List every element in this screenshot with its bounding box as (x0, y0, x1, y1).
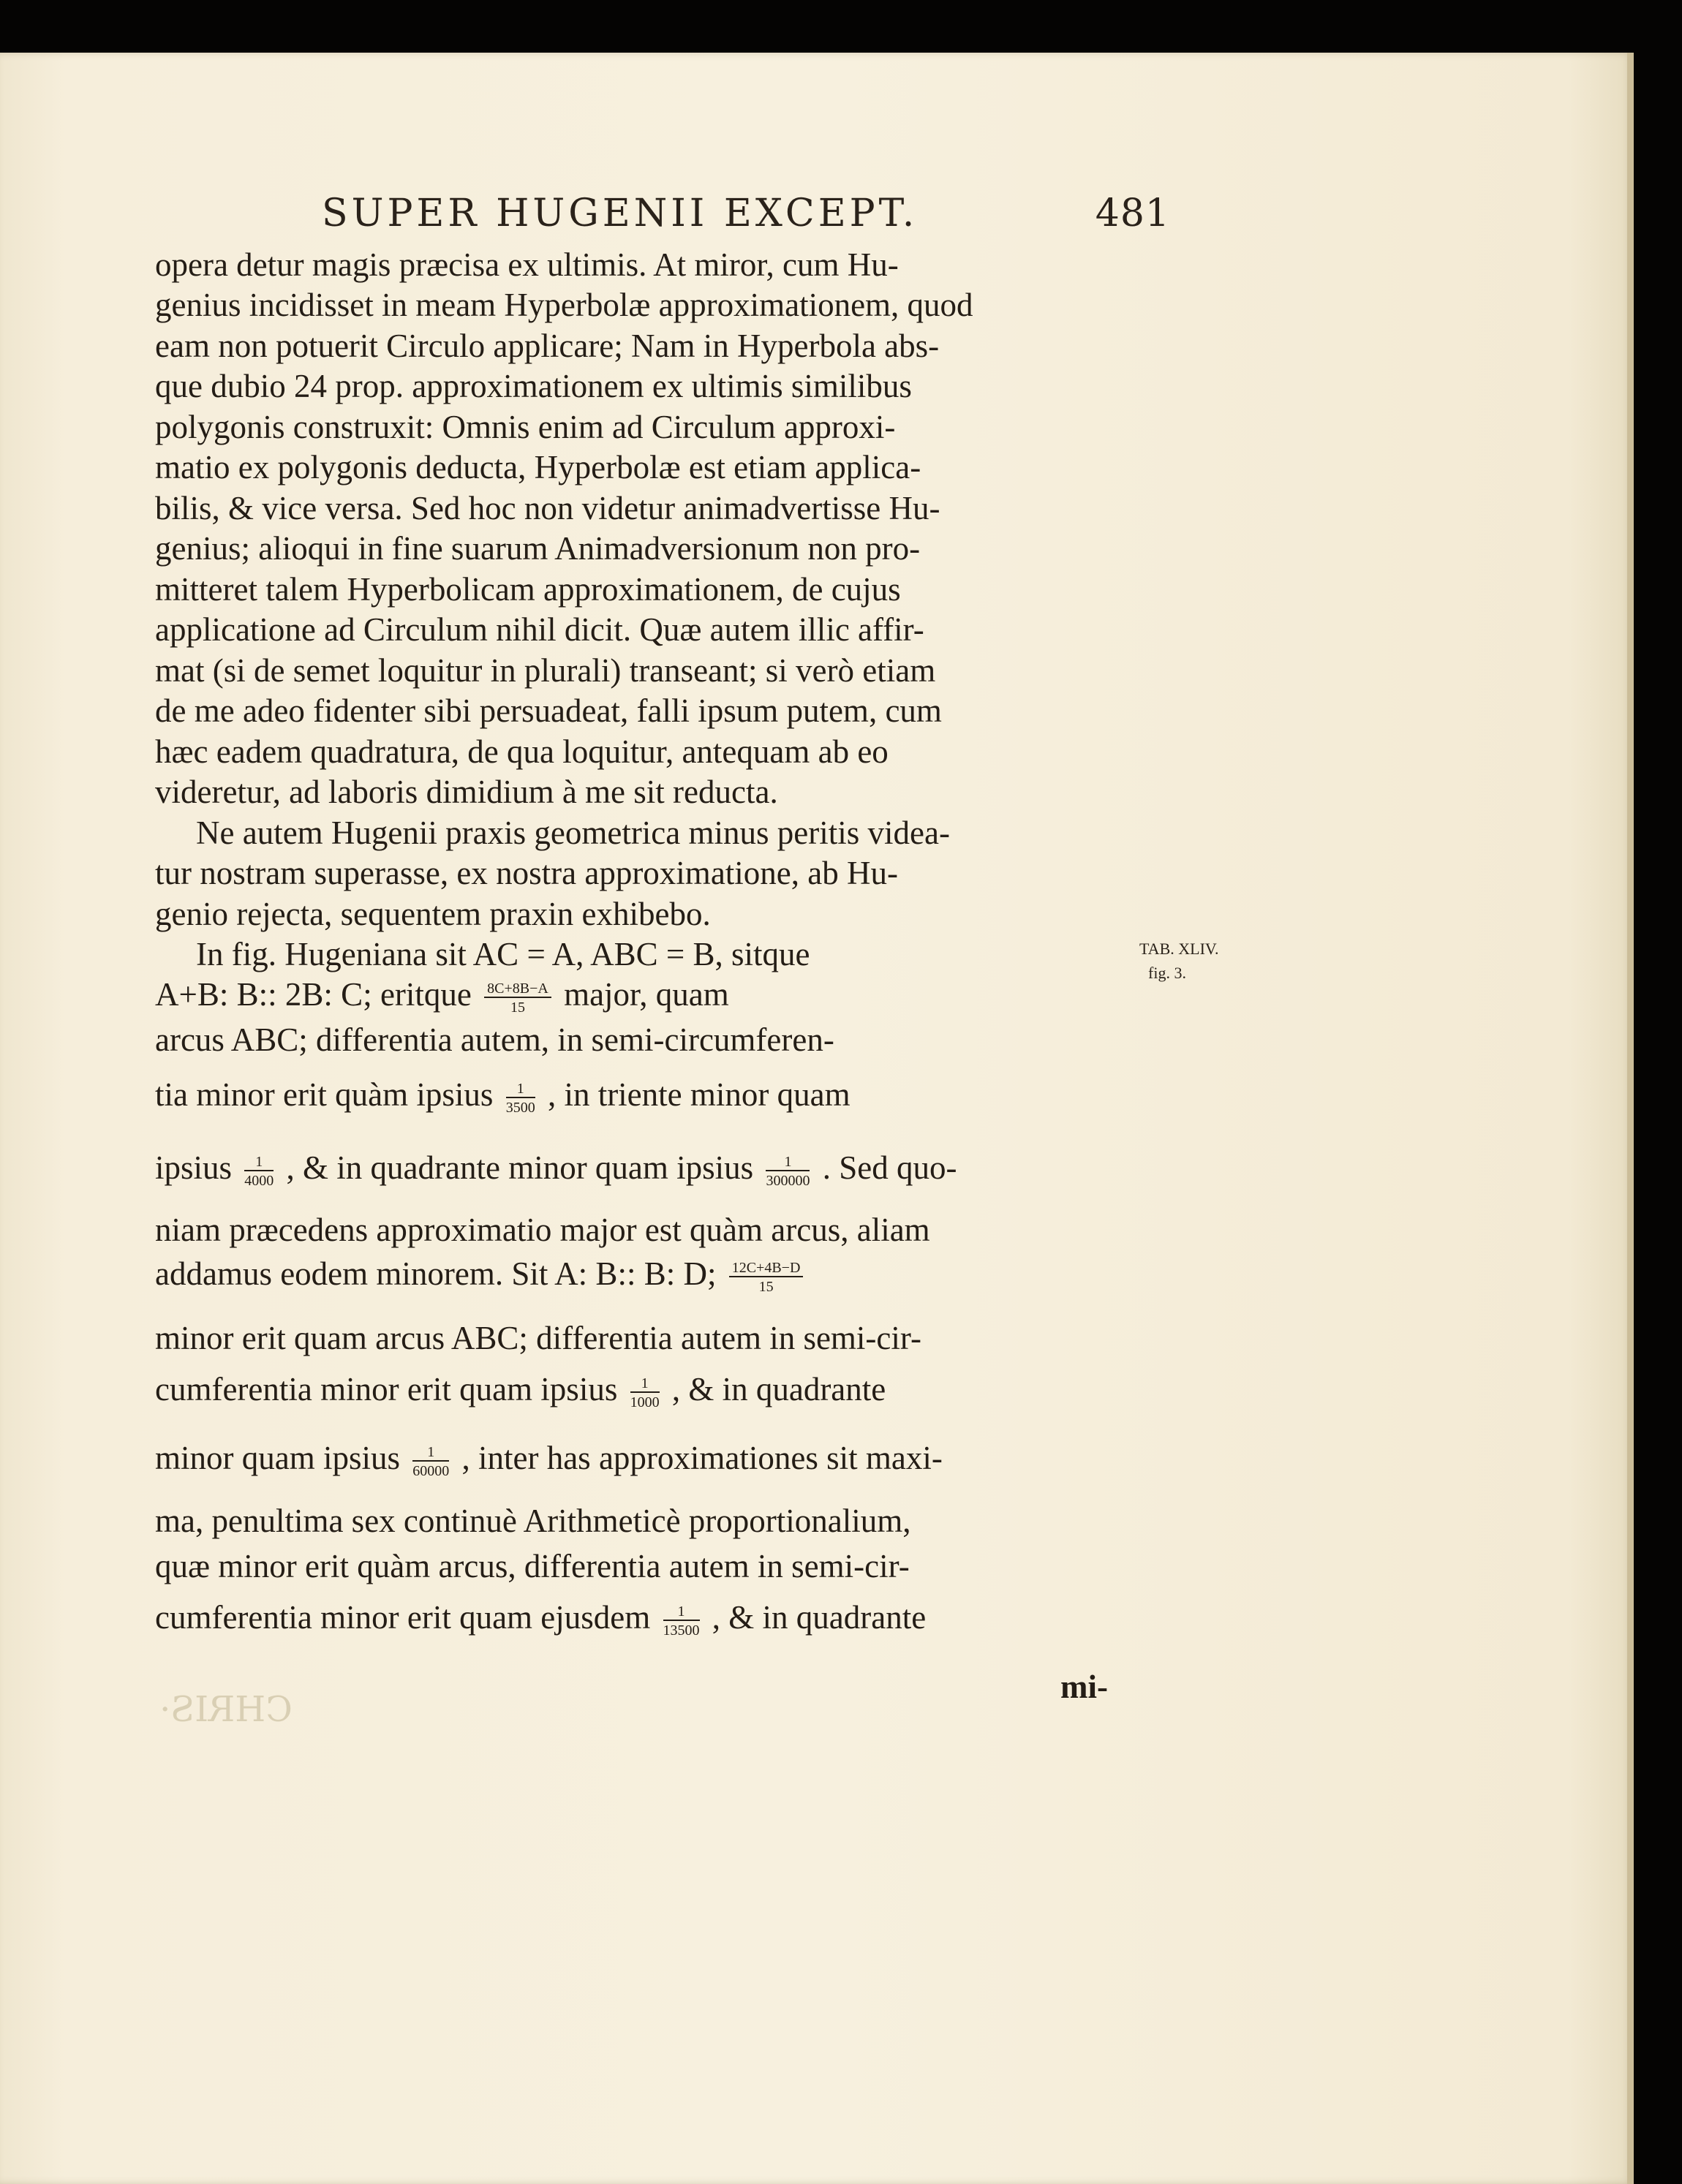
page-fold-shadow (1627, 53, 1634, 2184)
text-line: minor erit quam arcus ABC; differentia autem in semi-cir- (155, 1320, 921, 1356)
text-segment: , inter has approximationes sit maxi- (461, 1440, 943, 1476)
text-segment: . Sed quo- (822, 1149, 957, 1186)
text-line: mitteret talem Hyperbolicam approximationem, de cujus (155, 571, 901, 608)
text-line: quæ minor erit quàm arcus, differentia autem in semi-cir- (155, 1548, 910, 1584)
page-header (322, 192, 1170, 235)
text-line: genius; alioqui in fine suarum Animadversionum non pro- (155, 530, 921, 567)
text-line: de me adeo fidenter sibi persuadeat, falli ipsum putem, cum (155, 692, 942, 729)
running-title: SUPER HUGENII EXCEPT. (322, 192, 919, 235)
formula-line (155, 1442, 943, 1479)
fraction-denominator: 3500 (505, 1099, 535, 1116)
text-line: arcus ABC; differentia autem, in semi-circumferen- (155, 1021, 834, 1058)
fraction (412, 1444, 449, 1479)
margin-note-tab: TAB. XLIV. (1139, 940, 1219, 958)
fraction-numerator: 8C+8B−A (484, 980, 551, 998)
text-line: tur nostram superasse, ex nostra approximatione, ab Hu- (155, 855, 898, 891)
fraction (729, 1260, 804, 1295)
show-through-ghost-text: CHRIS· (159, 1689, 293, 1730)
text-line: mat (si de semet loquitur in plurali) transeant; si verò etiam (155, 652, 936, 689)
formula-line (155, 978, 729, 1016)
fraction-denominator: 60000 (412, 1462, 450, 1479)
formula-line (155, 1373, 886, 1410)
formula-line (155, 1255, 807, 1295)
text-segment: minor quam ipsius (155, 1440, 400, 1476)
text-line: applicatione ad Circulum nihil dicit. Quæ autem illic affir- (155, 611, 924, 648)
formula-line (155, 1601, 926, 1639)
fraction-numerator: 1 (663, 1603, 700, 1621)
fraction-numerator: 12C+4B−D (729, 1260, 804, 1277)
fraction (484, 980, 551, 1016)
fraction-denominator: 15 (758, 1278, 774, 1295)
text-line: genius incidisset in meam Hyperbolæ approximationem, quod (155, 287, 973, 323)
text-segment: tia minor erit quàm ipsius (155, 1076, 494, 1113)
text-segment: ipsius (155, 1149, 233, 1186)
fraction-denominator: 300000 (766, 1172, 810, 1189)
fraction (244, 1154, 274, 1189)
catchword: mi- (1060, 1669, 1108, 1705)
fraction-denominator: 15 (510, 999, 525, 1016)
text-segment: , in triente minor quam (547, 1076, 851, 1113)
text-line: In fig. Hugeniana sit AC = A, ABC = B, sitque (196, 936, 810, 972)
fraction-denominator: 4000 (244, 1172, 274, 1189)
text-line: matio ex polygonis deducta, Hyperbolæ est etiam applica- (155, 449, 921, 485)
text-segment: cumferentia minor erit quam ipsius (155, 1371, 618, 1407)
fraction (506, 1081, 535, 1116)
formula-line (155, 1149, 957, 1189)
fraction-numerator: 1 (766, 1154, 810, 1171)
text-line: bilis, & vice versa. Sed hoc non videtur animadvertisse Hu- (155, 490, 940, 526)
text-line: niam præcedens approximatio major est quàm arcus, aliam (155, 1212, 930, 1248)
text-segment: addamus eodem minorem. Sit A: B:: B: D; (155, 1255, 717, 1292)
text-segment: , & in quadrante minor quam ipsius (286, 1149, 754, 1186)
text-line: que dubio 24 prop. approximationem ex ultimis similibus (155, 368, 912, 404)
fraction-numerator: 1 (506, 1081, 535, 1098)
text-line: Ne autem Hugenii praxis geometrica minus peritis videa- (196, 815, 950, 851)
fraction (766, 1154, 810, 1189)
fraction (630, 1375, 660, 1410)
text-line: videretur, ad laboris dimidium à me sit reducta. (155, 774, 778, 810)
text-line: polygonis construxit: Omnis enim ad Circulum approxi- (155, 409, 896, 445)
fraction-denominator: 1000 (630, 1394, 660, 1410)
fraction-denominator: 13500 (663, 1622, 700, 1639)
formula-line (155, 1078, 851, 1116)
text-segment: cumferentia minor erit quam ejusdem (155, 1599, 651, 1636)
text-line: hæc eadem quadratura, de qua loquitur, antequam ab eo (155, 733, 889, 770)
text-line: eam non potuerit Circulo applicare; Nam in Hyperbola abs- (155, 328, 940, 364)
fraction-numerator: 1 (630, 1375, 660, 1393)
margin-note-fig: fig. 3. (1148, 964, 1186, 982)
fraction (663, 1603, 700, 1639)
text-line: ma, penultima sex continuè Arithmeticè proportionalium, (155, 1503, 911, 1539)
fraction-numerator: 1 (412, 1444, 449, 1462)
text-segment: A+B: B:: 2B: C; eritque (155, 976, 472, 1013)
text-segment: major, quam (564, 976, 729, 1013)
text-line: opera detur magis præcisa ex ultimis. At miror, cum Hu- (155, 246, 899, 283)
fraction-numerator: 1 (244, 1154, 274, 1171)
text-segment: , & in quadrante (671, 1371, 886, 1407)
text-segment: , & in quadrante (712, 1599, 927, 1636)
page-number: 481 (1095, 192, 1170, 235)
text-line: genio rejecta, sequentem praxin exhibebo. (155, 896, 711, 932)
